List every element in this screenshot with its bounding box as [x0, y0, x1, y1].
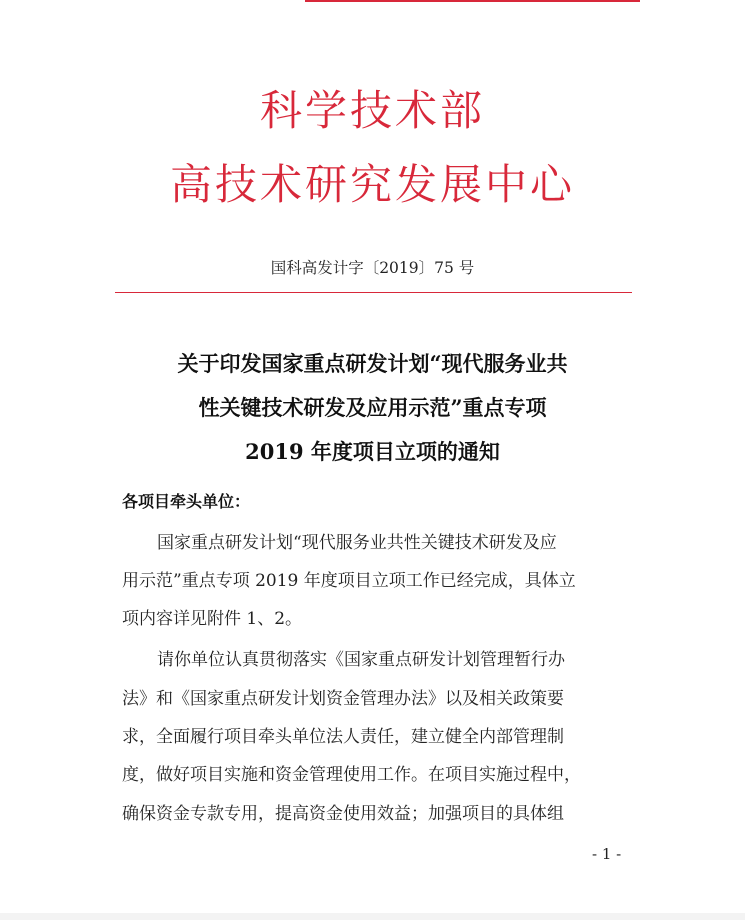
document-title-line-2: 性关键技术研发及应用示范”重点专项	[198, 395, 547, 420]
body-line: 国家重点研发计划“现代服务业共性关键技术研发及应	[157, 533, 557, 553]
header-divider	[115, 292, 632, 293]
body-line: 法》和《国家重点研发计划资金管理办法》以及相关政策要	[122, 689, 564, 709]
body-line: 项内容详见附件 1、2。	[122, 609, 303, 629]
page-bottom-edge	[0, 913, 745, 920]
top-red-rule	[305, 0, 640, 2]
page-number: - 1 -	[592, 845, 622, 863]
agency-subname: 高技术研究发展中心	[169, 160, 575, 209]
document-title-line-3: 2019 年度项目立项的通知	[245, 439, 500, 464]
salutation: 各项目牵头单位：	[122, 492, 251, 511]
agency-name: 科学技术部	[259, 86, 485, 135]
body-line: 用示范”重点专项 2019 年度项目立项工作已经完成，具体立	[122, 571, 576, 591]
document-number: 国科高发计字〔2019〕75 号	[270, 259, 475, 277]
body-line: 度，做好项目实施和资金管理使用工作。在项目实施过程中，	[122, 765, 581, 785]
body-line: 确保资金专款专用，提高资金使用效益；加强项目的具体组	[122, 804, 564, 824]
body-line: 求，全面履行项目牵头单位法人责任，建立健全内部管理制	[122, 727, 564, 747]
document-title-line-1: 关于印发国家重点研发计划“现代服务业共	[177, 351, 568, 376]
body-line: 请你单位认真贯彻落实《国家重点研发计划管理暂行办	[157, 650, 565, 670]
